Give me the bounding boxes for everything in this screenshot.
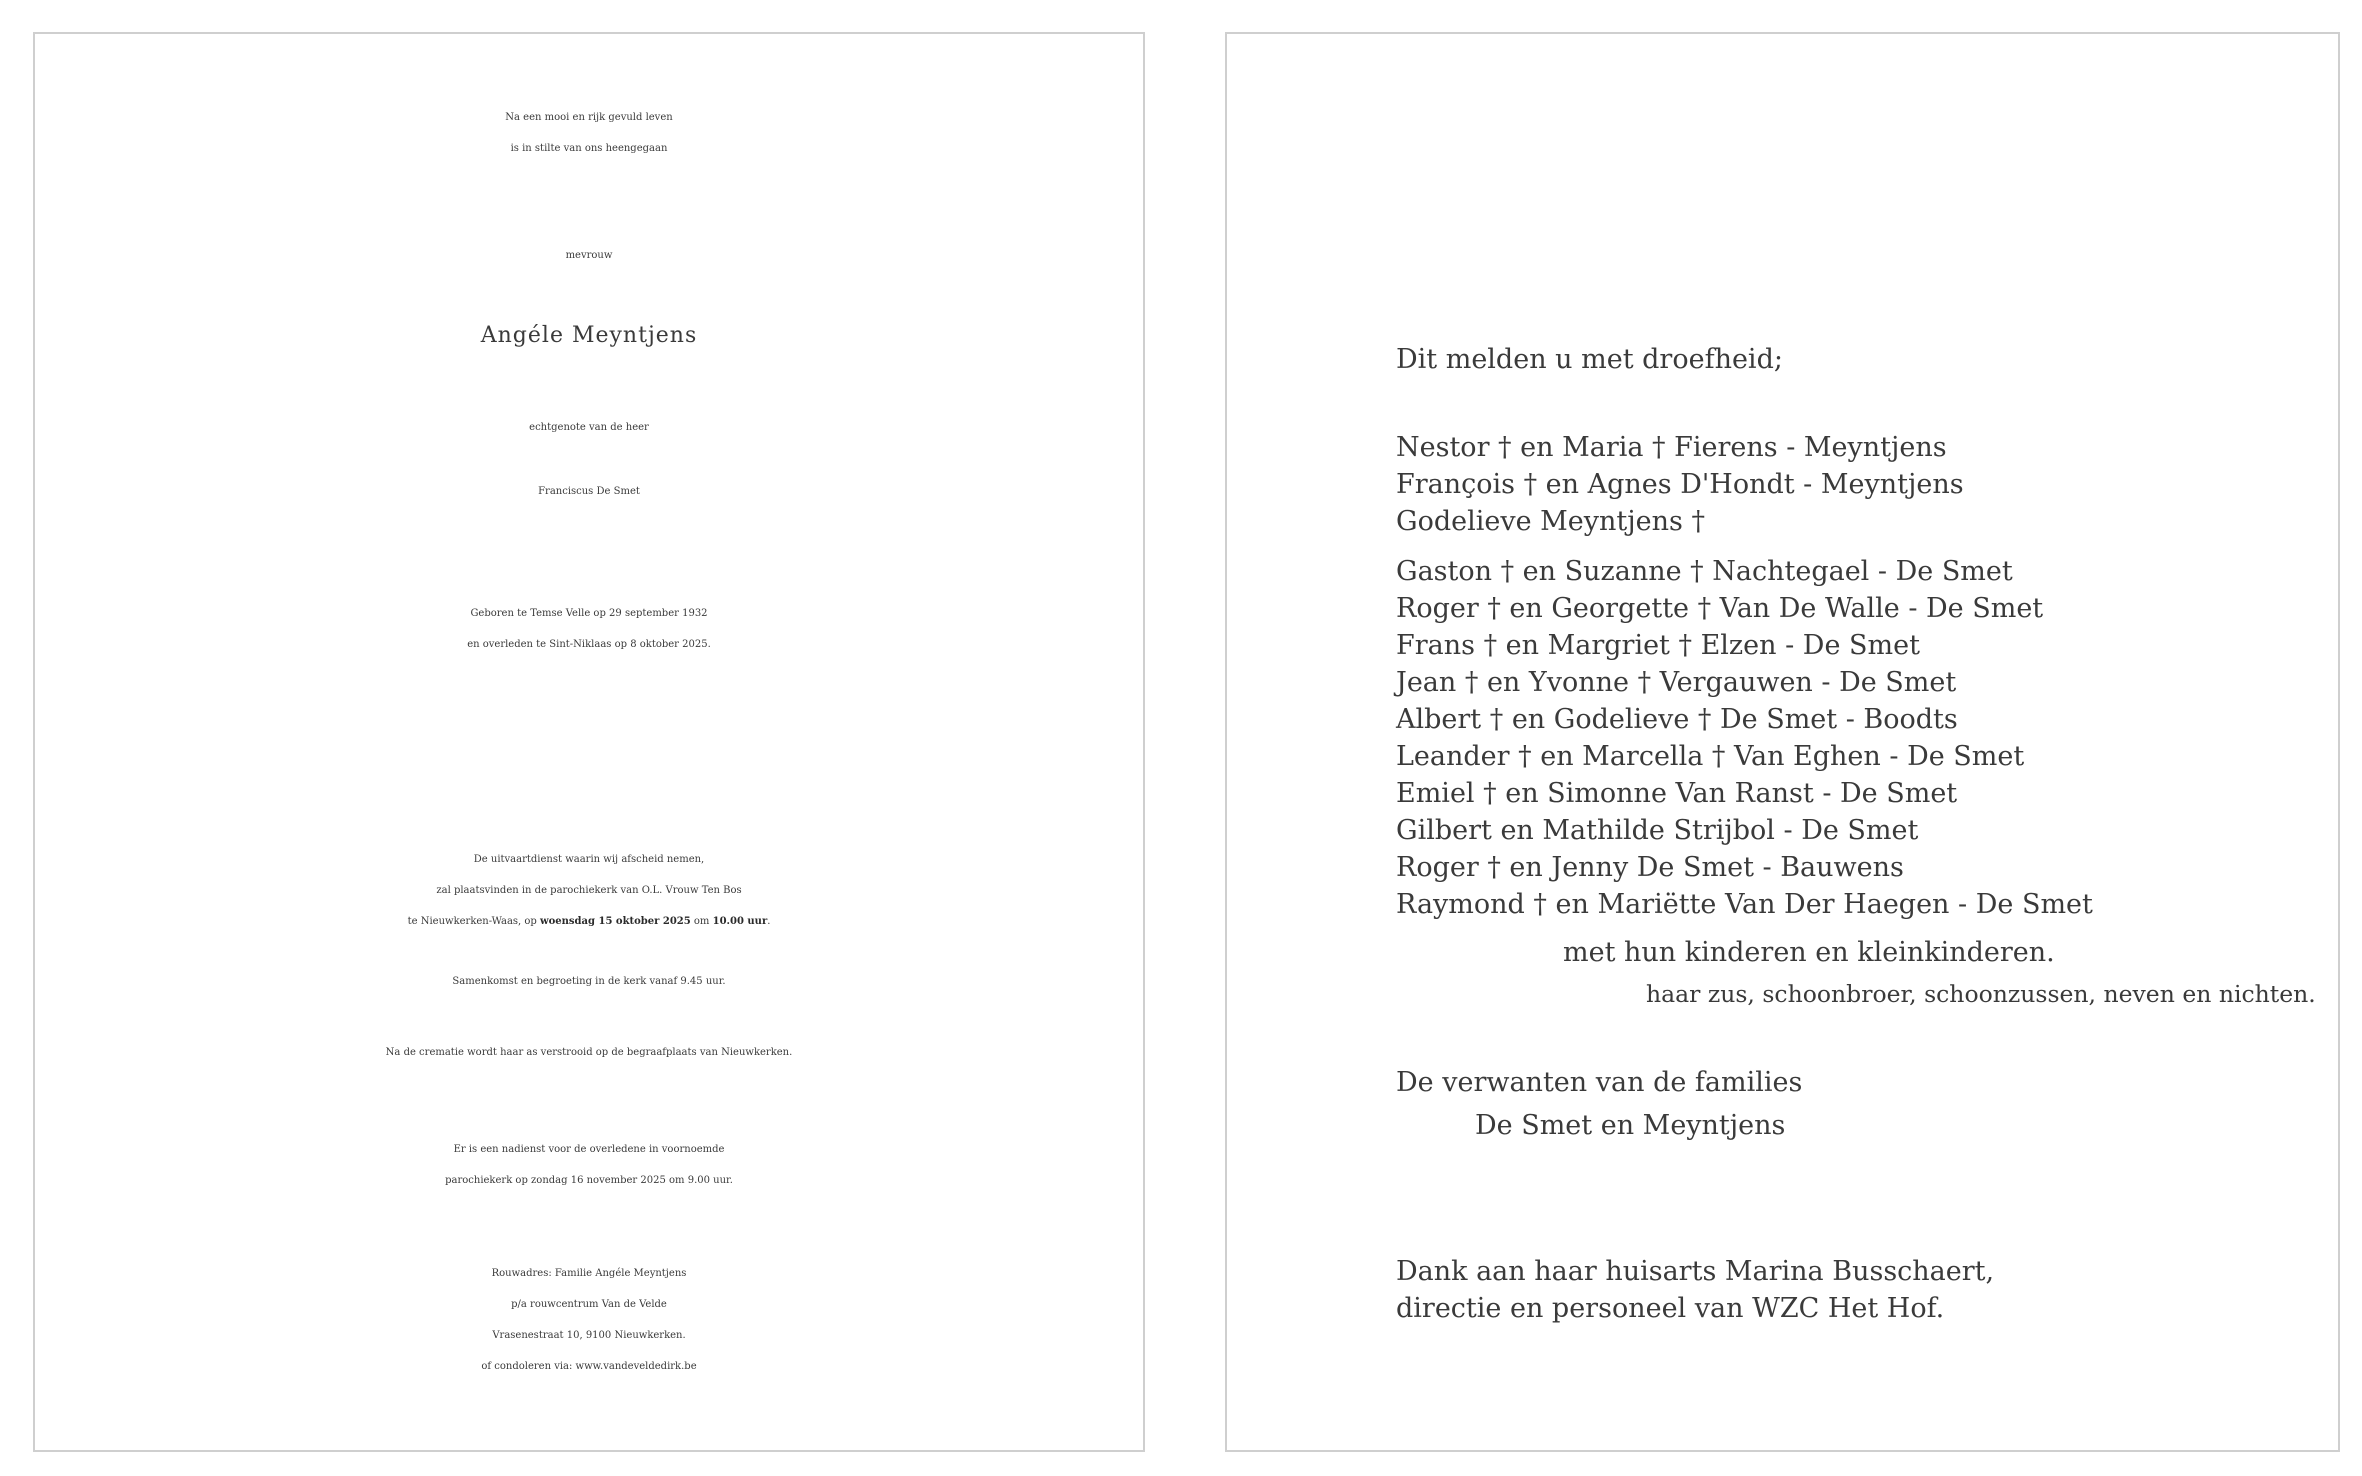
title-honorific: mevrouw — [565, 250, 613, 261]
in-law-line: Gaston † en Suzanne † Nachtegael - De Smet — [1396, 556, 2013, 587]
sibling-line: François † en Agnes D'Hondt - Meyntjens — [1396, 469, 1964, 500]
families-label: De verwanten van de families — [1396, 1067, 1803, 1098]
funeral-date: woensdag 15 oktober 2025 — [540, 916, 691, 927]
funeral-line-3 — [35, 906, 1143, 937]
funeral-place: te Nieuwkerken-Waas, op — [407, 916, 541, 927]
right-panel — [1225, 32, 2340, 1452]
in-law-line: Albert † en Godelieve † De Smet - Boodts — [1396, 704, 1958, 735]
funeral-period: . — [767, 916, 771, 927]
spouse-name: Franciscus De Smet — [538, 486, 640, 497]
in-law-line: Gilbert en Mathilde Strijbol - De Smet — [1396, 815, 1919, 846]
cremation-text: Na de crematie wordt haar as verstrooid op de begraafplaats van Nieuwkerken. — [385, 1047, 793, 1058]
funeral-line-1: De uitvaartdienst waarin wij afscheid nemen, — [473, 854, 705, 865]
funeral-om: om — [690, 916, 713, 927]
families-names: De Smet en Meyntjens — [1475, 1110, 1786, 1141]
in-law-line: Leander † en Marcella † Van Eghen - De Smet — [1396, 741, 2025, 772]
address-line-1: Rouwadres: Familie Angéle Meyntjens — [491, 1268, 687, 1279]
in-law-line: Jean † en Yvonne † Vergauwen - De Smet — [1396, 667, 1957, 698]
in-law-line: Raymond † en Mariëtte Van Der Haegen - De Smet — [1396, 889, 2093, 920]
sibling-line: Godelieve Meyntjens † — [1396, 506, 1705, 537]
condolence-link[interactable]: of condoleren via: www.vandeveldedirk.be — [481, 1361, 697, 1372]
memorial-line-1: Er is een nadienst voor de overledene in voornoemde — [453, 1144, 725, 1155]
in-law-line: Emiel † en Simonne Van Ranst - De Smet — [1396, 778, 1958, 809]
relation-text: echtgenote van de heer — [529, 422, 649, 433]
death-line: en overleden te Sint-Niklaas op 8 oktober 2025. — [467, 639, 711, 650]
in-law-line: Roger † en Georgette † Van De Walle - De Smet — [1396, 593, 2044, 624]
birth-line: Geboren te Temse Velle op 29 september 1932 — [470, 608, 708, 619]
announce-text: Dit melden u met droefheid; — [1396, 344, 1783, 375]
in-law-line: Frans † en Margriet † Elzen - De Smet — [1396, 630, 1920, 661]
address-line-3: Vrasenestraat 10, 9100 Nieuwkerken. — [492, 1330, 686, 1341]
memorial-line-2: parochiekerk op zondag 16 november 2025 om 9.00 uur. — [445, 1175, 733, 1186]
gathering-text: Samenkomst en begroeting in de kerk vanaf 9.45 uur. — [452, 976, 726, 987]
thanks-line-2: directie en personeel van WZC Het Hof. — [1396, 1293, 1945, 1324]
intro-line-1: Na een mooi en rijk gevuld leven — [505, 112, 673, 123]
deceased-name: Angéle Meyntjens — [480, 323, 698, 348]
children-text: met hun kinderen en kleinkinderen. — [1563, 937, 2055, 968]
relatives-text: haar zus, schoonbroer, schoonzussen, neven en nichten. — [1646, 980, 2316, 1008]
thanks-line-1: Dank aan haar huisarts Marina Busschaert, — [1396, 1256, 1995, 1287]
address-line-2: p/a rouwcentrum Van de Velde — [511, 1299, 667, 1310]
sibling-line: Nestor † en Maria † Fierens - Meyntjens — [1396, 432, 1947, 463]
in-law-line: Roger † en Jenny De Smet - Bauwens — [1396, 852, 1904, 883]
left-panel — [33, 32, 1145, 1452]
intro-line-2: is in stilte van ons heengegaan — [510, 143, 668, 154]
funeral-time: 10.00 uur — [712, 916, 768, 927]
funeral-line-2: zal plaatsvinden in de parochiekerk van O.L. Vrouw Ten Bos — [436, 885, 742, 896]
